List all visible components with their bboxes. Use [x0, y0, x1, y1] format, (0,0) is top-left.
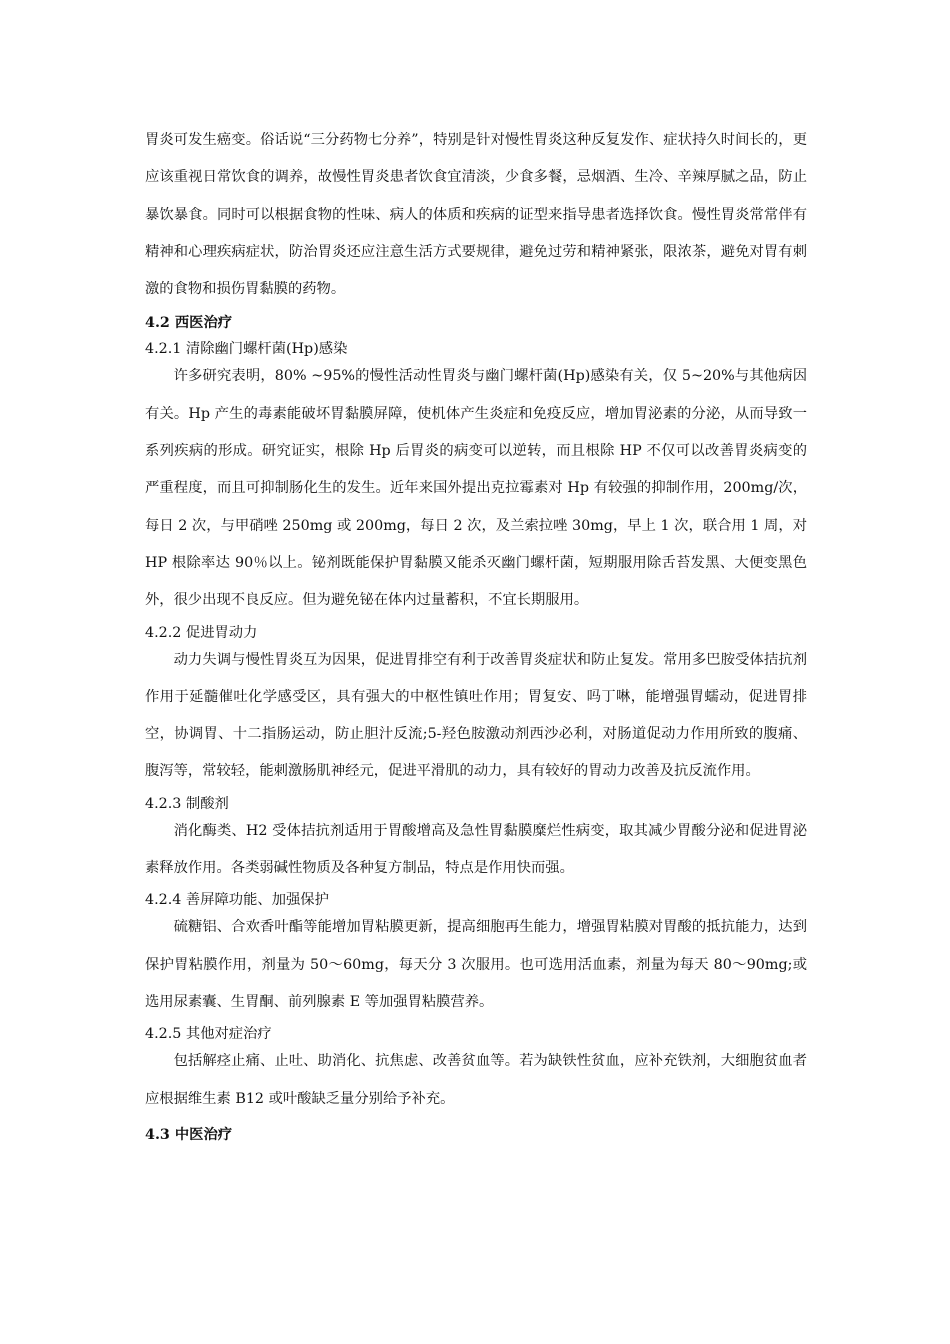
subsection-body-4-2-5: 包括解痉止痛、止吐、助消化、抗焦虑、改善贫血等。若为缺铁性贫血，应补充铁剂，大细胞贫血者应根据维生素 B12 或叶酸缺乏量分别给予补充。 [145, 1053, 807, 1107]
subsection-body-4-2-3: 消化酶类、H2 受体拮抗剂适用于胃酸增高及急性胃黏膜糜烂性病变，取其减少胃酸分泌和促进胃泌素释放作用。各类弱碱性物质及各种复方制品，特点是作用快而强。 [145, 822, 807, 877]
subsection-body-4-2-1: 许多研究表明，80% ~95%的慢性活动性胃炎与幽门螺杆菌(Hp)感染有关，仅 5~20%与其他病因有关。Hp 产生的毒素能破坏胃黏膜屏障，使机体产生炎症和免疫反应，增加胃泌素的分泌，从而导致一系列疾病的形成。研究证实，根除 Hp 后胃炎的病变可以逆转，而且根除 HP 不仅可以改善胃炎病变的严重程度，而且可抑制肠化生的发生。近年来国外提出克拉霉素对 Hp 有较强的抑制作用，200mg/次，每日 2 次，与甲硝唑 250mg 或 200mg，每日 2 次，及兰索拉唑 30mg，早上 1 次，联合用 1 周，对 HP 根除率达 90％以上。铋剂既能保护胃黏膜又能杀灭幽门螺杆菌，短期服用除舌苔发黑、大便变黑色外，很少出现不良反应。但为避免铋在体内过量蓄积，不宜长期服用。 [145, 368, 807, 609]
intro-paragraph: 胃炎可发生癌变。俗话说“三分药物七分养”，特别是针对慢性胃炎这种反复发作、症状持久时间长的，更应该重视日常饮食的调养，故慢性胃炎患者饮食宜清淡，少食多餐，忌烟酒、生冷、辛辣厚腻之品，防止暴饮暴食。同时可以根据食物的性味、病人的体质和疾病的证型来指导患者选择饮食。慢性胃炎常常伴有精神和心理疾病症状，防治胃炎还应注意生活方式要规律，避免过劳和精神紧张，限浓茶，避免对胃有刺激的食物和损伤胃黏膜的药物。 [145, 132, 807, 298]
subsection-heading-4-2-1: 4.2.1 清除幽门螺杆菌(Hp)感染 [145, 341, 348, 358]
subsection-heading-4-2-5: 4.2.5 其他对症治疗 [145, 1026, 272, 1043]
subsection-heading-4-2-2: 4.2.2 促进胃动力 [145, 624, 258, 641]
section-heading-4-2: 4.2 西医治疗 [145, 315, 233, 332]
subsection-body-4-2-2: 动力失调与慢性胃炎互为因果，促进胃排空有利于改善胃炎症状和防止复发。常用多巴胺受体拮抗剂作用于延髓催吐化学感受区，具有强大的中枢性镇吐作用；胃复安、吗丁啉，能增强胃蠕动，促进胃排空，协调胃、十二指肠运动，防止胆汁反流;5-羟色胺激动剂西沙必利，对肠道促动力作用所致的腹痛、腹泻等，常较轻，能刺激肠肌神经元，促进平滑肌的动力，具有较好的胃动力改善及抗反流作用。 [145, 651, 807, 780]
document-body [145, 122, 807, 1148]
subsection-body-4-2-4: 硫糖铝、合欢香叶酯等能增加胃粘膜更新，提高细胞再生能力，增强胃粘膜对胃酸的抵抗能力，达到保护胃粘膜作用，剂量为 50～60mg，每天分 3 次服用。也可选用活血素，剂量为每天 80～90mg;或选用尿素囊、生胃酮、前列腺素 E 等加强胃粘膜营养。 [145, 919, 807, 1010]
section-heading-4-3: 4.3 中医治疗 [145, 1126, 233, 1143]
subsection-heading-4-2-4: 4.2.4 善屏障功能、加强保护 [145, 892, 329, 909]
subsection-heading-4-2-3: 4.2.3 制酸剂 [145, 795, 229, 812]
